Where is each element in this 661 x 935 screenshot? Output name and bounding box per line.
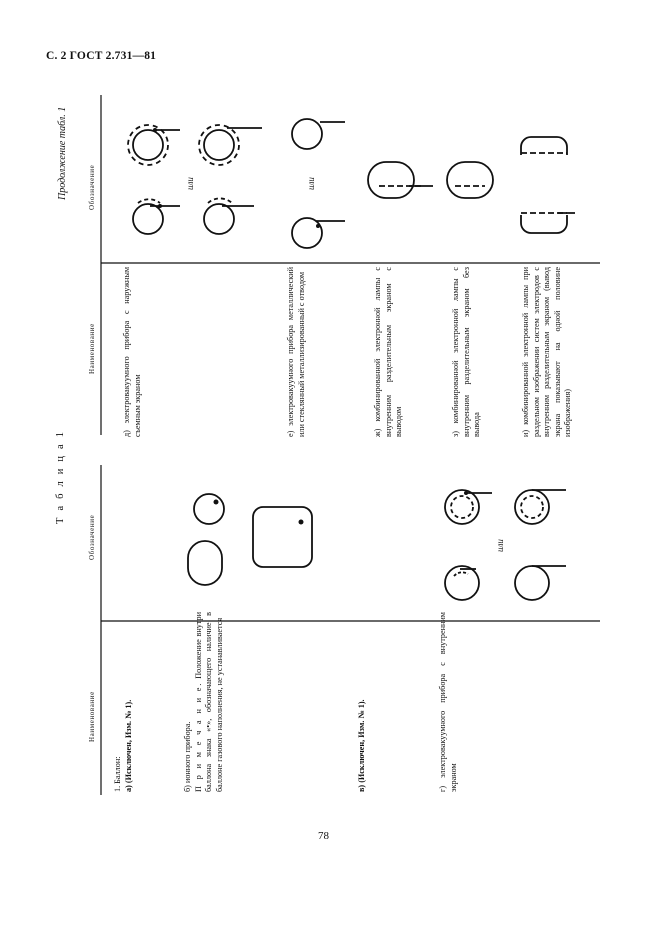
internal-screen-symbol-2 — [515, 490, 566, 524]
separate-halves-symbol-bottom — [521, 213, 575, 233]
page-header: С. 2 ГОСТ 2.731—81 — [46, 50, 157, 62]
right-or-label-2: или — [306, 177, 316, 190]
external-screen-symbol-1 — [128, 125, 180, 165]
item-v-label: в) (Исключен, Изм. № 1). — [357, 699, 366, 792]
item-e-label: е) электровакуумного прибора металлический или стеклянный металлизированный с отводом — [286, 267, 306, 437]
right-col-name-header: Наименование — [88, 323, 96, 374]
right-table-caption: Продолжение табл. 1 — [57, 106, 68, 200]
note-text: Положение внутри баллона знака «•», обозначающего наличие в баллоне газового наполнения, не устанавливается — [193, 612, 224, 792]
item-b-label: б) ионного прибора. — [183, 721, 192, 792]
internal-screen-symbol-1 — [445, 490, 492, 524]
internal-screen-symbol-3 — [445, 566, 479, 600]
page-number: 78 — [318, 830, 329, 842]
left-col-name-header: Наименование — [88, 691, 96, 742]
right-or-label-1: или — [185, 177, 195, 190]
item-d-label: д) электровакуумного прибора с наружным съемным экраном — [122, 267, 142, 437]
item-g-label: г) электровакуумного прибора с внутренним экраном — [438, 612, 458, 792]
item-z-label: з) комбинированной электронной лампы с внутренним разделительным экраном без вывода — [451, 267, 482, 437]
item-a-label: а) (Исключен, Изм. № 1). — [123, 699, 133, 792]
external-screen-symbol-3 — [133, 199, 180, 234]
gas-bulb-square-symbol — [253, 507, 312, 567]
separate-halves-symbol-top — [521, 137, 567, 155]
gas-bulb-capsule-symbol — [188, 541, 222, 585]
metal-bulb-symbol-1 — [292, 119, 345, 149]
item-zh-label: ж) комбинированной электронной лампы с внутренним разделительным экраном с выводом — [373, 267, 404, 437]
external-screen-symbol-2 — [199, 125, 262, 165]
gas-square-dot — [299, 520, 304, 525]
internal-screen-symbol-4 — [515, 566, 566, 600]
left-table-caption: Т а б л и ц а 1 — [55, 429, 66, 524]
right-col-symbol-header: Обозначение — [88, 164, 96, 210]
divided-screen-no-lead-symbol — [447, 162, 493, 198]
gas-dot — [214, 500, 219, 505]
note-label: П р и м е ч а н и е. — [193, 681, 203, 792]
gas-bulb-circle-symbol — [194, 494, 224, 524]
metal-bulb-symbol-2 — [292, 218, 345, 248]
item-1-label: 1. Баллон: — [113, 756, 122, 792]
external-screen-symbol-4 — [204, 198, 254, 234]
divided-screen-lead-symbol — [368, 162, 433, 198]
item-i-label: и) комбинированной электронной лампы при раздельном изображении систем электродов с внутренним разделительным экраном (вывод экрана показывают на одной половине изображения) — [521, 267, 573, 437]
left-or-label: или — [495, 539, 505, 552]
left-col-symbol-header: Обозначение — [88, 514, 96, 560]
